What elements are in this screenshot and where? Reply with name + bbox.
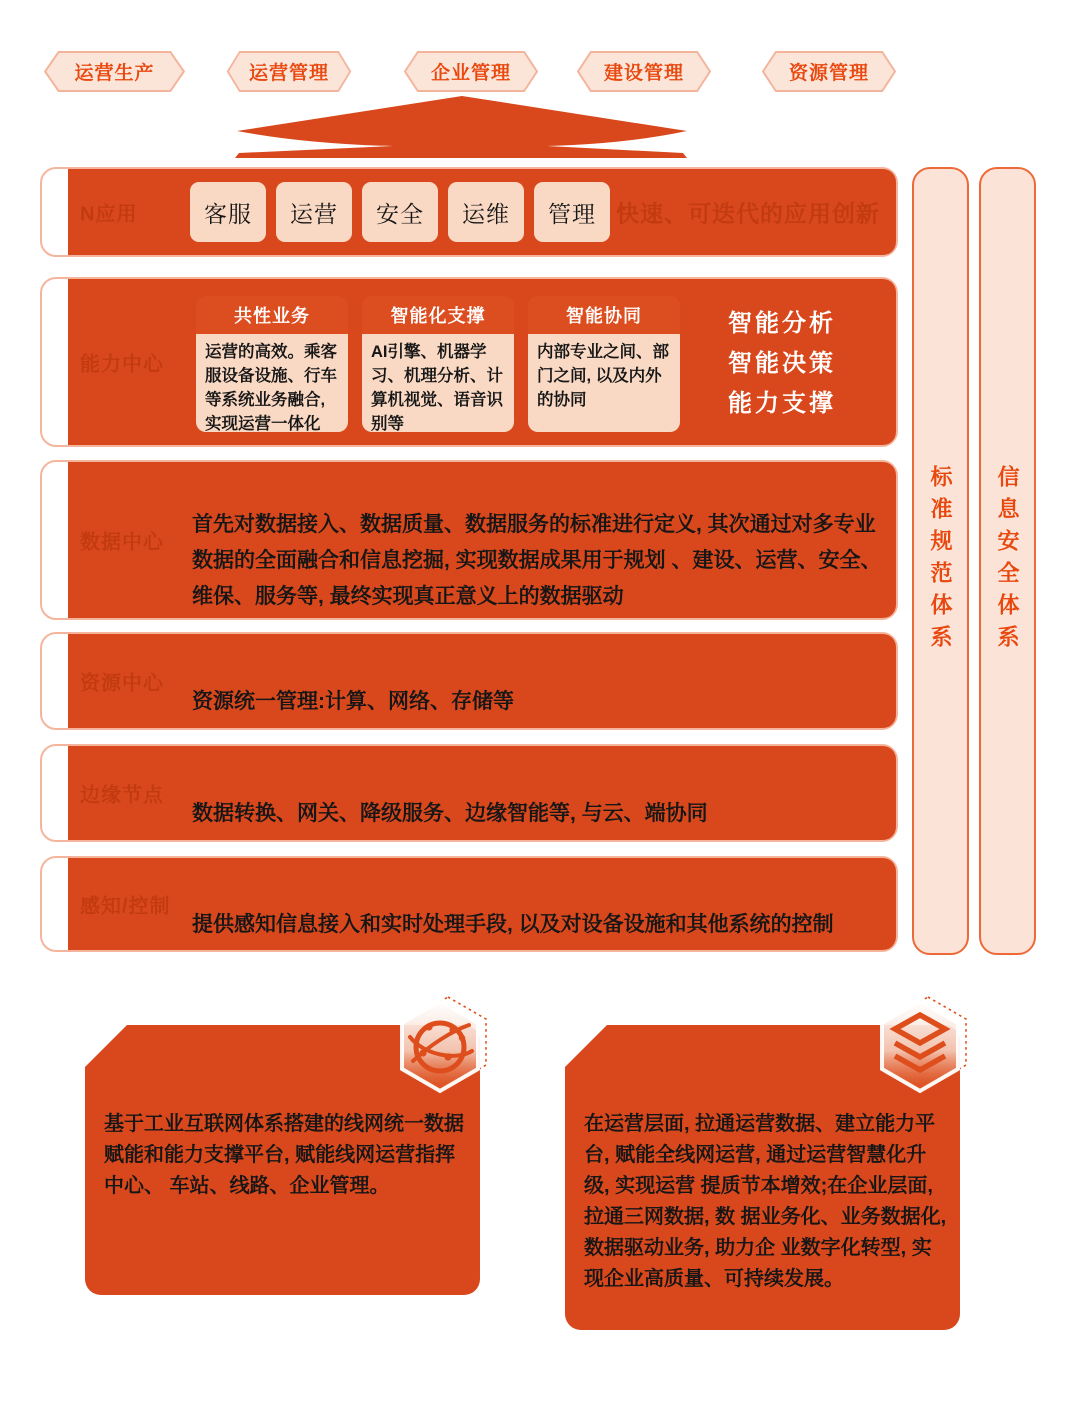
layer-label: 资源中心 [80, 672, 164, 695]
card-body: 运营的高效。乘客服设备设施、行车等系统业务融合,实现运营一体化 [196, 334, 348, 432]
badge-label: 运营管理 [248, 63, 329, 84]
badge-label: 建设管理 [603, 63, 684, 84]
layer-bar-resource-center [40, 632, 898, 730]
card-title: 智能协同 [528, 296, 680, 334]
layers-icon [870, 993, 970, 1097]
chip-operation: 运营 [276, 182, 352, 242]
side-note-line: 智能分析 [728, 310, 836, 337]
layer-bar-body [68, 634, 896, 728]
application-chips [190, 182, 610, 242]
card-body: AI引擎、机器学习、机理分析、计算机视觉、语音识别等 [362, 334, 514, 432]
layer-description: 资源统一管理:计算、网络、存储等 [192, 690, 514, 713]
card-body: 内部专业之间、部门之间, 以及内外的协同 [528, 334, 680, 432]
application-note: 快速、可迭代的应用创新 [616, 200, 880, 227]
chip-maintenance: 运维 [448, 182, 524, 242]
side-note-line: 智能决策 [728, 350, 836, 377]
footer-text: 在运营层面, 拉通运营数据、建立能力平台, 赋能全线网运营, 通过运营智慧化升级, 实现运营 提质节本增效;在企业层面, 拉通三网数据, 数 据业务化、业务数据化, 数据驱动业务, 助力企 业数字化转型, 实现企业高质量、可持续发展。 [584, 1113, 947, 1290]
pillar-label: 信息安全体系 [995, 465, 1020, 657]
card-intelligent-collaboration [528, 296, 680, 432]
chip-management: 管理 [534, 182, 610, 242]
layer-bar-body [68, 858, 896, 950]
capability-cards [196, 296, 680, 432]
pillar-standards-system [912, 167, 969, 955]
layer-bar-body [68, 462, 896, 618]
pillar-label: 标准规范体系 [928, 465, 953, 657]
badge-label: 运营生产 [74, 63, 155, 84]
layer-bar-applications [40, 167, 898, 257]
badge-construction-management [575, 50, 713, 93]
badge-operation-management [225, 50, 353, 93]
badge-operation-production [42, 50, 187, 93]
globe-network-icon [390, 993, 490, 1097]
layer-label: 能力中心 [80, 353, 164, 376]
layer-description: 数据转换、网关、降级服务、边缘智能等, 与云、端协同 [192, 802, 708, 825]
badge-label: 资源管理 [788, 63, 869, 84]
layer-bar-body [68, 169, 896, 255]
layer-bar-body [68, 279, 896, 445]
card-title: 共性业务 [196, 296, 348, 334]
layer-description: 提供感知信息接入和实时处理手段, 以及对设备设施和其他系统的控制 [192, 913, 834, 936]
chip-customer-service: 客服 [190, 182, 266, 242]
layer-bar-data-center [40, 460, 898, 620]
layer-description: 首先对数据接入、数据质量、数据服务的标准进行定义, 其次通过对多专业数据的全面融合和信息挖掘, 实现数据成果用于规划 、建设、运营、安全、维保、服务等, 最终实现真正意义上的数据驱动 [192, 513, 882, 608]
hexagon-plate [402, 1001, 478, 1091]
layer-bar-capability-center [40, 277, 898, 447]
pillar-security-system [979, 167, 1036, 955]
badge-label: 企业管理 [430, 63, 511, 84]
card-title: 智能化支撑 [362, 296, 514, 334]
layer-bar-edge-node [40, 744, 898, 842]
card-common-business [196, 296, 348, 432]
layer-bar-perception-control [40, 856, 898, 952]
chip-security: 安全 [362, 182, 438, 242]
card-intelligent-support [362, 296, 514, 432]
badge-resource-management [760, 50, 898, 93]
up-arrow [225, 88, 705, 162]
layer-label: 感知/控制 [80, 895, 171, 918]
side-note-line: 能力支撑 [728, 390, 836, 417]
footer-text: 基于工业互联网体系搭建的线网统一数据赋能和能力支撑平台, 赋能线网运营指挥中心、 车站、线路、企业管理。 [104, 1113, 464, 1197]
capability-side-note [728, 304, 836, 424]
badge-enterprise-management [402, 50, 540, 93]
layer-label: 边缘节点 [80, 784, 164, 807]
layer-label: 数据中心 [80, 531, 164, 554]
layer-bar-body [68, 746, 896, 840]
layer-label: N应用 [80, 203, 138, 226]
